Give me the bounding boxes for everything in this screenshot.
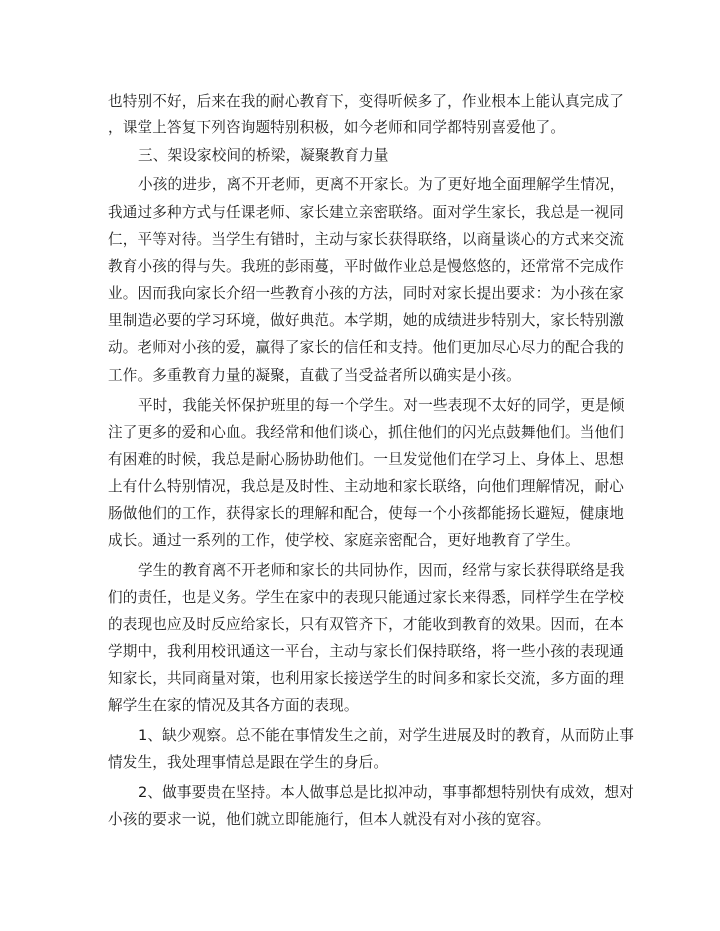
text-line: 成长。通过一系列的工作，使学校、家庭亲密配合，更好地教育了学生。 (108, 532, 580, 549)
text-line: 学期中，我利用校讯通这一平台，主动与家长们保持联络，将一些小孩的表现通 (108, 643, 625, 660)
text-line: 情发生，我处理事情总是跟在学生的身后。 (108, 754, 389, 771)
text-line: 也特别不好，后来在我的耐心教育下，变得听候多了，作业根本上能认真完成了 (108, 93, 625, 110)
text-line: 小孩的进步，离不开老师，更离不开家长。为了更好地全面理解学生情况， (138, 176, 625, 193)
text-line: 们的责任，也是义务。学生在家中的表现只能通过家长来得悉，同样学生在学校 (108, 589, 625, 606)
text-line: 的表现也应及时反应给家长，只有双管齐下，才能收到教育的效果。因而，在本 (108, 616, 625, 633)
text-line: 知家长，共同商量对策，也利用家长接送学生的时间多和家长交流，多方面的理 (108, 670, 625, 687)
text-line: 注了更多的爱和心血。我经常和他们谈心，抓住他们的闪光点鼓舞他们。当他们 (108, 424, 625, 441)
text-line: 1、缺少观察。总不能在事情发生之前，对学生进展及时的教育，从而防止事 (138, 727, 634, 744)
text-line: 业。因而我向家长介绍一些教育小孩的方法，同时对家长提出要求：为小孩在家 (108, 285, 625, 302)
text-line: 解学生在家的情况及其各方面的表现。 (108, 697, 359, 714)
text-line: 2、做事要贵在坚持。本人做事总是比拟冲动，事事都想特别快有成效，想对 (138, 784, 634, 801)
text-line: 上有什么特别情况，我总是及时性、主动地和家长联络，向他们理解情况，耐心 (108, 478, 625, 495)
text-line: 仁，平等对待。当学生有错时，主动与家长获得联络，以商量谈心的方式来交流 (108, 231, 625, 248)
text-line: 工作。多重教育力量的凝聚，直截了当受益者所以确实是小孩。 (108, 367, 521, 384)
text-line: 肠做他们的工作，获得家长的理解和配合，使每一个小孩都能扬长避短，健康地 (108, 505, 625, 522)
text-line: 里制造必要的学习环境，做好典范。本学期，她的成绩进步特别大，家长特别激 (108, 312, 625, 329)
text-line: 教育小孩的得与失。我班的彭雨蔓，平时做作业总是慢悠悠的，还常常不完成作 (108, 258, 625, 275)
text-line: 我通过多种方式与任课老师、家长建立亲密联络。面对学生家长，我总是一视同 (108, 204, 625, 221)
text-line: 有困难的时候，我总是耐心肠协助他们。一旦发觉他们在学习上、身体上、思想 (108, 451, 625, 468)
text-line: 平时，我能关怀保护班里的每一个学生。对一些表现不太好的同学，更是倾 (138, 397, 625, 414)
section-heading: 三、架设家校间的桥梁，凝聚教育力量 (138, 147, 389, 164)
text-line: 学生的教育离不开老师和家长的共同协作，因而，经常与家长获得联络是我 (138, 562, 625, 579)
text-line: 动。老师对小孩的爱，赢得了家长的信任和支持。他们更加尽心尽力的配合我的 (108, 339, 625, 356)
text-line: ，课堂上答复下列咨询题特别积极，如今老师和同学都特别喜爱他了。 (108, 119, 566, 136)
text-line: 小孩的要求一说，他们就立即能施行，但本人就没有对小孩的宽容。 (108, 811, 551, 828)
